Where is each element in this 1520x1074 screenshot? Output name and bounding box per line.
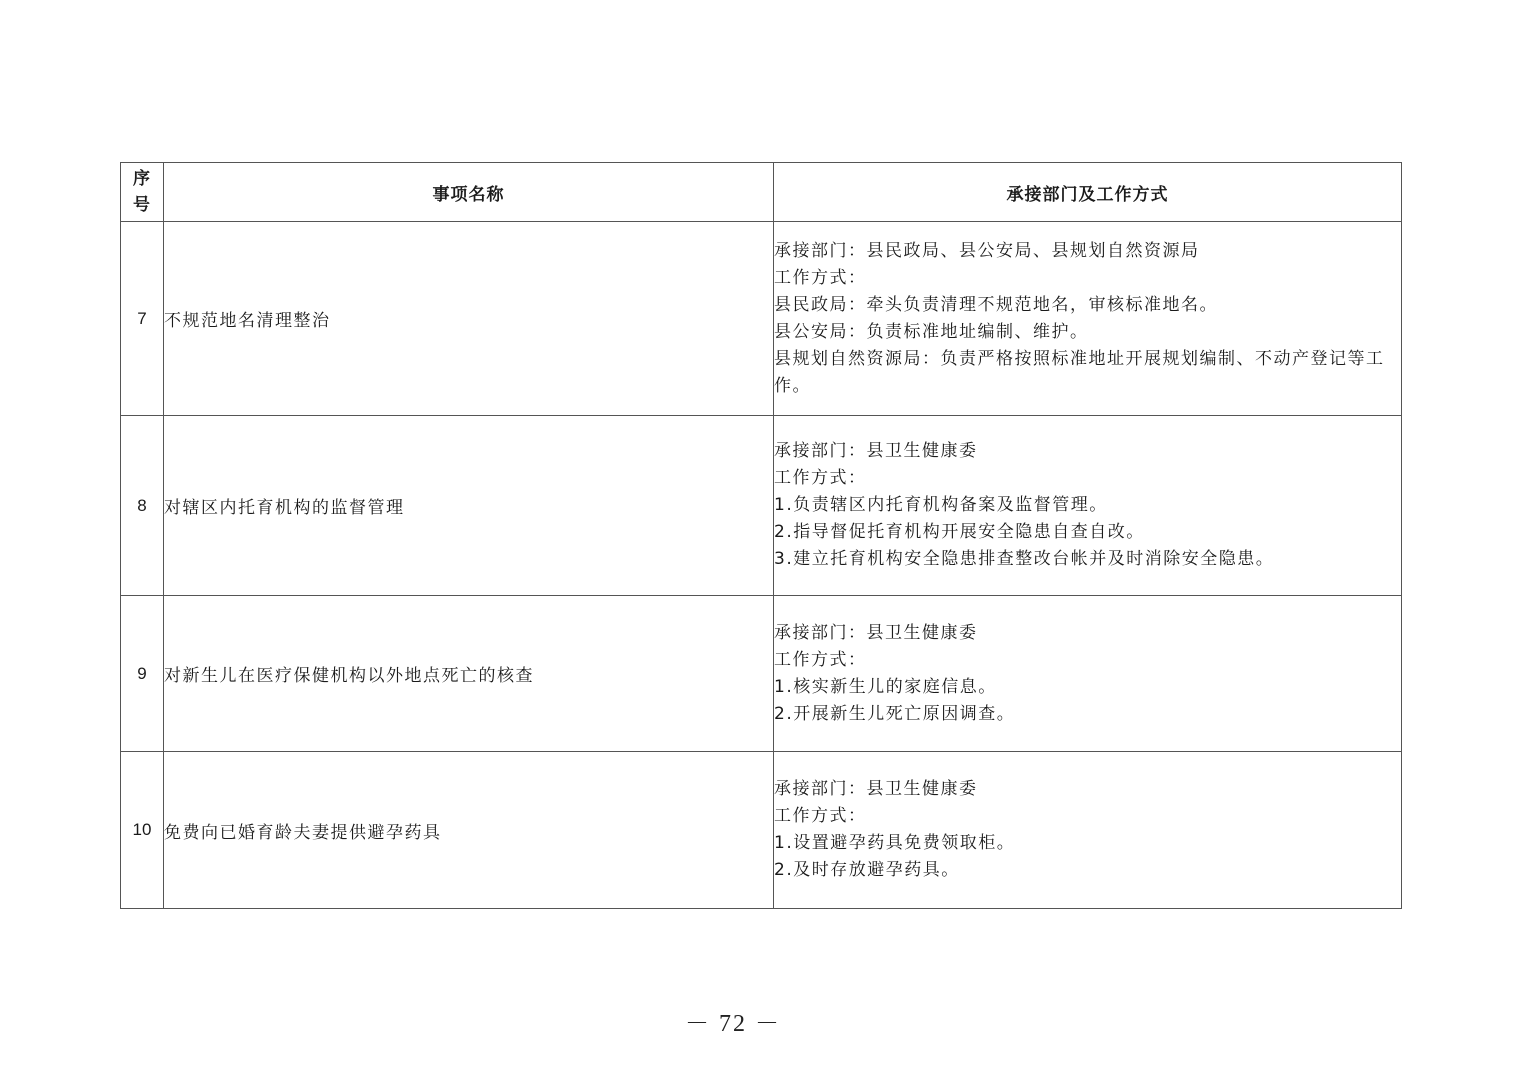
matters-table bbox=[120, 162, 1402, 909]
row-matter-name: 不规范地名清理整治 bbox=[164, 222, 774, 416]
row-department-method bbox=[774, 752, 1402, 909]
table-row bbox=[121, 222, 1402, 416]
row-matter-name: 对新生儿在医疗保健机构以外地点死亡的核查 bbox=[164, 596, 774, 752]
header-matter-name: 事项名称 bbox=[164, 163, 774, 222]
dept-line: 县公安局：负责标准地址编制、维护。 bbox=[774, 321, 1089, 342]
row-department-method bbox=[774, 222, 1402, 416]
dept-line: 承接部门：县民政局、县公安局、县规划自然资源局 bbox=[774, 240, 1200, 261]
header-serial-number bbox=[121, 163, 164, 222]
row-serial-number: 8 bbox=[121, 416, 164, 596]
dept-line: 1.负责辖区内托育机构备案及监督管理。 bbox=[774, 495, 1108, 515]
row-matter-name: 免费向已婚育龄夫妻提供避孕药具 bbox=[164, 752, 774, 909]
dept-line: 承接部门：县卫生健康委 bbox=[774, 779, 978, 799]
row-serial-number: 9 bbox=[121, 596, 164, 752]
dept-line: 2.及时存放避孕药具。 bbox=[774, 860, 960, 880]
dept-line: 工作方式： bbox=[774, 649, 867, 670]
header-department-method: 承接部门及工作方式 bbox=[774, 163, 1402, 222]
header-serial-number-line2: 号 bbox=[133, 195, 151, 215]
dept-line: 工作方式： bbox=[774, 806, 867, 826]
dept-line: 1.核实新生儿的家庭信息。 bbox=[774, 676, 997, 697]
dept-line: 2.开展新生儿死亡原因调查。 bbox=[774, 703, 1016, 724]
dept-line: 县民政局：牵头负责清理不规范地名，审核标准地名。 bbox=[774, 294, 1218, 315]
table-row bbox=[121, 752, 1402, 909]
table-row bbox=[121, 596, 1402, 752]
dept-line: 2.指导督促托育机构开展安全隐患自查自改。 bbox=[774, 522, 1145, 542]
table-header-row bbox=[121, 163, 1402, 222]
table-row bbox=[121, 416, 1402, 596]
dept-line: 3.建立托育机构安全隐患排查整改台帐并及时消除安全隐患。 bbox=[774, 549, 1275, 569]
page-number: － 72 － bbox=[685, 1011, 781, 1037]
dept-line: 承接部门：县卫生健康委 bbox=[774, 622, 978, 643]
row-serial-number: 10 bbox=[121, 752, 164, 909]
row-department-method bbox=[774, 416, 1402, 596]
row-matter-name: 对辖区内托育机构的监督管理 bbox=[164, 416, 774, 596]
dept-line: 工作方式： bbox=[774, 267, 867, 288]
header-serial-number-line1: 序 bbox=[133, 169, 151, 189]
dept-line: 县规划自然资源局：负责严格按照标准地址开展规划编制、不动产登记等工作。 bbox=[774, 348, 1385, 396]
dept-line: 1.设置避孕药具免费领取柜。 bbox=[774, 833, 1016, 853]
row-serial-number: 7 bbox=[121, 222, 164, 416]
row-department-method bbox=[774, 596, 1402, 752]
dept-line: 工作方式： bbox=[774, 468, 867, 488]
dept-line: 承接部门：县卫生健康委 bbox=[774, 441, 978, 461]
